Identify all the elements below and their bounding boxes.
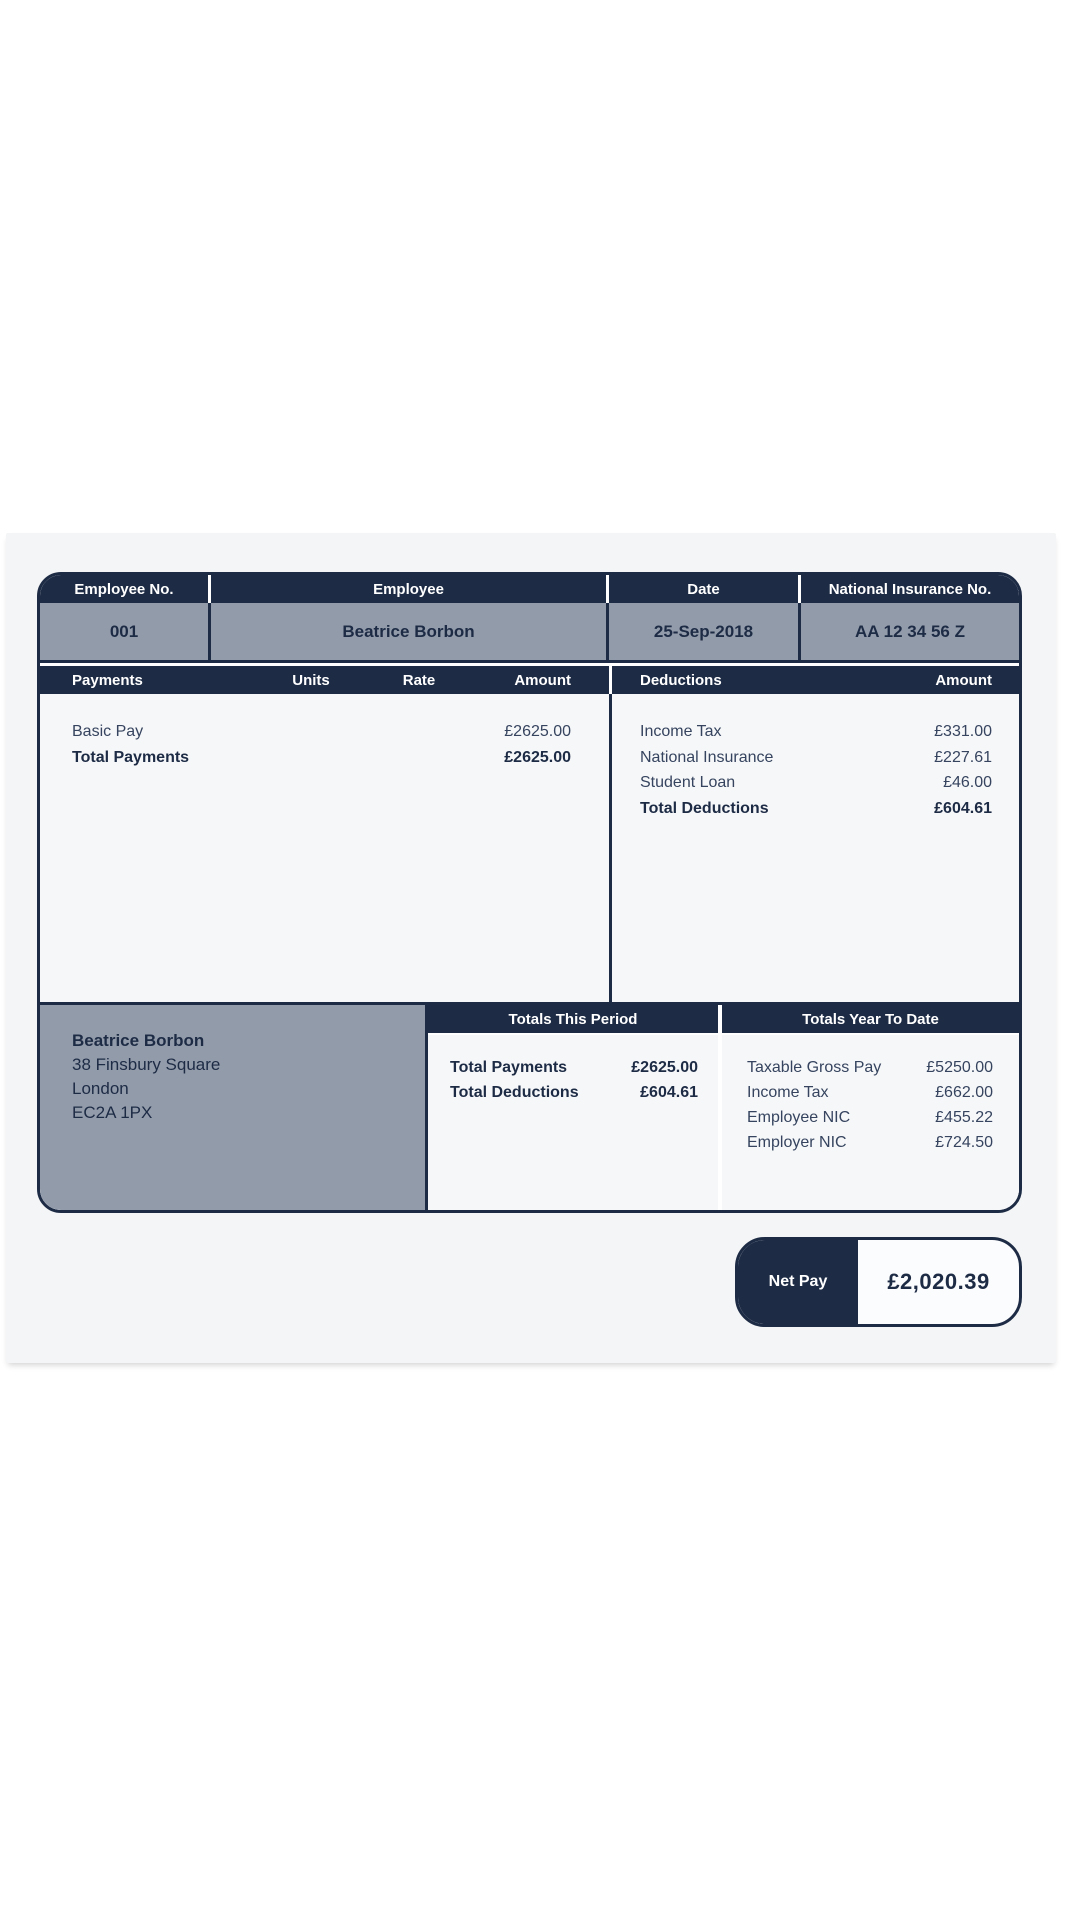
total-deductions-label: Total Deductions — [640, 799, 769, 817]
totals-this-period-panel — [428, 1005, 718, 1210]
ytd-taxable-gross-pay-amount: £5250.00 — [926, 1059, 993, 1076]
employee-info-values-row — [40, 603, 1019, 663]
employee-header: Employee — [208, 575, 606, 603]
deductions-header-band — [612, 666, 1019, 694]
totals-year-to-date-panel — [722, 1005, 1019, 1210]
period-total-deductions-label: Total Deductions — [450, 1084, 579, 1101]
address-name: Beatrice Borbon — [72, 1031, 205, 1050]
payments-header-band — [40, 666, 609, 694]
total-payments-row — [72, 745, 571, 771]
totals-this-period-body — [428, 1035, 718, 1105]
national-insurance-label: National Insurance — [640, 748, 774, 766]
income-tax-label: Income Tax — [640, 723, 722, 740]
employee-name-value: Beatrice Borbon — [208, 603, 606, 660]
ytd-taxable-gross-pay-row — [747, 1055, 993, 1080]
address-line-3: EC2A 1PX — [72, 1103, 153, 1122]
basic-pay-label: Basic Pay — [72, 723, 144, 740]
ytd-employer-nic-amount: £724.50 — [935, 1134, 993, 1151]
net-pay-label: Net Pay — [738, 1240, 858, 1324]
payments-header: Payments — [72, 671, 143, 689]
period-total-payments-label: Total Payments — [450, 1059, 568, 1076]
student-loan-row — [640, 770, 992, 796]
national-insurance-value: AA 12 34 56 Z — [798, 603, 1019, 660]
ytd-income-tax-label: Income Tax — [747, 1084, 829, 1101]
period-total-deductions-row — [450, 1080, 698, 1105]
payslip-table — [37, 572, 1022, 1213]
units-header: Units — [292, 671, 330, 689]
ytd-employer-nic-row — [747, 1130, 993, 1155]
national-insurance-amount: £227.61 — [934, 748, 992, 766]
date-value: 25-Sep-2018 — [606, 603, 798, 660]
totals-year-to-date-body — [722, 1035, 1019, 1155]
student-loan-label: Student Loan — [640, 774, 736, 791]
national-insurance-row — [640, 745, 992, 771]
ytd-employer-nic-label: Employer NIC — [747, 1134, 847, 1151]
totals-section — [40, 1002, 1019, 1210]
employee-info-header-row — [40, 575, 1019, 603]
payments-amount-header: Amount — [514, 671, 571, 689]
total-payments-amount: £2625.00 — [504, 748, 571, 766]
national-insurance-header: National Insurance No. — [798, 575, 1019, 603]
net-pay-amount: £2,020.39 — [887, 1269, 990, 1294]
ytd-employee-nic-amount: £455.22 — [935, 1109, 993, 1126]
total-payments-label: Total Payments — [72, 748, 190, 766]
income-tax-amount: £331.00 — [934, 723, 992, 740]
payments-deductions-body — [40, 694, 1019, 1002]
deductions-header: Deductions — [640, 671, 722, 689]
ytd-employee-nic-label: Employee NIC — [747, 1109, 851, 1126]
employee-no-header: Employee No. — [74, 580, 174, 598]
rate-header: Rate — [402, 671, 436, 689]
ytd-employee-nic-row — [747, 1105, 993, 1130]
student-loan-amount: £46.00 — [943, 774, 992, 791]
address-line-1: 38 Finsbury Square — [72, 1055, 221, 1074]
employee-address-block — [40, 1005, 428, 1210]
date-header: Date — [606, 575, 798, 603]
total-deductions-row — [640, 796, 992, 822]
deductions-body — [612, 694, 1019, 1002]
ytd-income-tax-amount: £662.00 — [935, 1084, 993, 1101]
payments-body — [40, 694, 609, 1002]
period-total-payments-amount: £2625.00 — [631, 1059, 698, 1076]
net-pay-box — [735, 1237, 1022, 1327]
income-tax-row — [640, 719, 992, 745]
basic-pay-row — [72, 719, 571, 745]
deductions-amount-header: Amount — [935, 671, 992, 689]
ytd-income-tax-row — [747, 1080, 993, 1105]
section-header-band — [40, 666, 1019, 694]
payslip-card — [6, 533, 1056, 1363]
total-deductions-amount: £604.61 — [934, 799, 992, 817]
basic-pay-amount: £2625.00 — [504, 723, 571, 740]
totals-this-period-title: Totals This Period — [428, 1005, 718, 1035]
employee-no-value: 001 — [109, 621, 139, 641]
period-total-payments-row — [450, 1055, 698, 1080]
ytd-taxable-gross-pay-label: Taxable Gross Pay — [747, 1059, 882, 1076]
period-total-deductions-amount: £604.61 — [640, 1084, 698, 1101]
totals-year-to-date-title: Totals Year To Date — [722, 1005, 1019, 1035]
address-line-2: London — [72, 1079, 129, 1098]
